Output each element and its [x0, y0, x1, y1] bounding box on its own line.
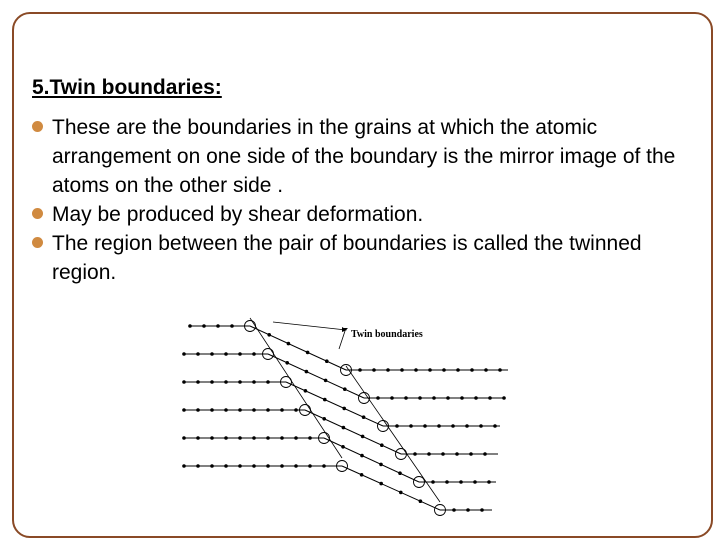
lattice-atom	[196, 408, 200, 412]
bullet-text: These are the boundaries in the grains at which the atomic arrangement on one side of the boundary is the mirror image of the atoms on the other side .	[52, 116, 676, 197]
twinned-row-line	[305, 410, 401, 454]
lattice-atom	[308, 464, 312, 468]
bullet-icon	[32, 208, 43, 219]
lattice-atom	[386, 368, 390, 372]
lattice-atom	[432, 396, 436, 400]
lattice-atom	[287, 342, 291, 346]
lattice-atom	[294, 464, 298, 468]
lattice-atom	[400, 368, 404, 372]
lattice-atom	[372, 368, 376, 372]
lattice-atom	[446, 396, 450, 400]
lattice-atom	[398, 471, 402, 475]
lattice-atom	[470, 368, 474, 372]
lattice-atom	[427, 452, 431, 456]
lattice-atom	[325, 359, 329, 363]
lattice-atom	[294, 436, 298, 440]
lattice-atom	[308, 436, 312, 440]
lattice-atom	[466, 508, 470, 512]
lattice-atom	[196, 380, 200, 384]
lattice-atom	[358, 368, 362, 372]
lattice-atom	[362, 415, 366, 419]
lattice-atom	[224, 352, 228, 356]
lattice-atom	[376, 396, 380, 400]
lattice-atom	[451, 424, 455, 428]
lattice-atom	[379, 482, 383, 486]
lattice-atom	[306, 351, 310, 355]
caption-pointer-line	[273, 322, 346, 330]
lattice-atom	[455, 452, 459, 456]
lattice-atom	[182, 464, 186, 468]
twinned-row-line	[324, 438, 419, 482]
boundary-atoms	[245, 321, 446, 516]
lattice-atom	[442, 368, 446, 372]
lattice-atom	[437, 424, 441, 428]
lattice-atom	[182, 380, 186, 384]
lattice-atom	[423, 424, 427, 428]
lattice-atom	[210, 352, 214, 356]
lattice-atom	[473, 480, 477, 484]
lattice-atom	[456, 368, 460, 372]
lattice-atom	[323, 398, 327, 402]
lattice-atom	[459, 480, 463, 484]
lattice-atom	[484, 368, 488, 372]
lattice-atom	[487, 480, 491, 484]
lattice-atom	[224, 408, 228, 412]
lattice-atom	[266, 436, 270, 440]
lattice-atom	[360, 473, 364, 477]
lattice-atom	[502, 396, 506, 400]
lattice-atom	[469, 452, 473, 456]
lattice-atom	[474, 396, 478, 400]
lattice-atom	[196, 352, 200, 356]
lattice-atom	[266, 464, 270, 468]
twinned-row-line	[250, 326, 346, 370]
lattice-atom	[280, 464, 284, 468]
lattice-atom	[224, 380, 228, 384]
lattice-atom	[267, 333, 271, 337]
lattice-atom	[418, 396, 422, 400]
lattice-atom	[341, 445, 345, 449]
lattice-atom	[322, 417, 326, 421]
lattice-atom	[196, 436, 200, 440]
lattice-atom	[404, 396, 408, 400]
twinned-row-line	[268, 354, 364, 398]
lattice-atom	[252, 380, 256, 384]
lattice-atom	[210, 408, 214, 412]
lattice-atom	[252, 408, 256, 412]
lattice-atom	[390, 396, 394, 400]
lattice-atom	[182, 436, 186, 440]
lattice-atom	[343, 387, 347, 391]
lattice-atom	[210, 380, 214, 384]
lattice-atom	[238, 464, 242, 468]
lattice-atom	[238, 436, 242, 440]
lattice-atom	[224, 436, 228, 440]
lattice-atom	[196, 464, 200, 468]
lattice-atom	[460, 396, 464, 400]
lattice-atom	[428, 368, 432, 372]
slide-title: 5.Twin boundaries:	[32, 76, 222, 99]
lattice-atom	[342, 407, 346, 411]
lattice-atom	[431, 480, 435, 484]
lattice-atom	[294, 408, 298, 412]
lattice-atom	[322, 464, 326, 468]
lattice-atom	[280, 436, 284, 440]
lattice-atoms	[182, 324, 506, 512]
lattice-atom	[409, 424, 413, 428]
lattice-atom	[182, 408, 186, 412]
lattice-atom	[252, 436, 256, 440]
twinned-row-line	[286, 382, 383, 426]
lattice-atom	[188, 324, 192, 328]
lattice-atom	[488, 396, 492, 400]
lattice-atom	[395, 424, 399, 428]
diagram-caption: Twin boundaries	[351, 329, 423, 340]
lattice-atom	[252, 352, 256, 356]
bullet-item	[32, 200, 704, 229]
lattice-atom	[266, 408, 270, 412]
bullet-text: The region between the pair of boundaries is called the twinned region.	[52, 232, 642, 284]
lattice-atom	[414, 368, 418, 372]
lattice-atom	[224, 464, 228, 468]
lattice-atom	[445, 480, 449, 484]
bullet-icon	[32, 237, 43, 248]
lattice-atom	[360, 454, 364, 458]
lattice-atom	[399, 491, 403, 495]
lattice-atom	[230, 324, 234, 328]
lattice-atom	[280, 408, 284, 412]
bullet-item	[32, 113, 704, 200]
lattice-atom	[452, 508, 456, 512]
lattice-atom	[285, 361, 289, 365]
lattice-atom	[238, 380, 242, 384]
lattice-atom	[238, 408, 242, 412]
lattice-atom	[419, 499, 423, 503]
lattice-atom	[379, 463, 383, 467]
lattice-atom	[413, 452, 417, 456]
lattice-atom	[324, 379, 328, 383]
lattice-atom	[182, 352, 186, 356]
lattice-atom	[380, 443, 384, 447]
caption-arrow	[339, 331, 345, 349]
lattice-atom	[342, 426, 346, 430]
twinned-row-line	[342, 466, 440, 510]
lattice-atom	[266, 380, 270, 384]
lattice-atom	[493, 424, 497, 428]
lattice-atom	[465, 424, 469, 428]
lattice-atom	[305, 370, 309, 374]
lattice-atom	[483, 452, 487, 456]
twin-boundary-diagram	[178, 308, 523, 520]
lattice-atom	[304, 389, 308, 393]
lattice-atom	[252, 464, 256, 468]
lattice-atom	[202, 324, 206, 328]
bullet-item	[32, 229, 704, 287]
lattice-atom	[479, 424, 483, 428]
bullet-icon	[32, 121, 43, 132]
lattice-atom	[480, 508, 484, 512]
lattice-atom	[498, 368, 502, 372]
bullet-text: May be produced by shear deformation.	[52, 203, 424, 226]
lattice-atom	[361, 435, 365, 439]
lattice-atom	[210, 464, 214, 468]
lattice-atom	[216, 324, 220, 328]
lattice-atom	[238, 352, 242, 356]
lattice-atom	[441, 452, 445, 456]
lattice-atom	[210, 436, 214, 440]
bullet-list	[32, 113, 704, 287]
